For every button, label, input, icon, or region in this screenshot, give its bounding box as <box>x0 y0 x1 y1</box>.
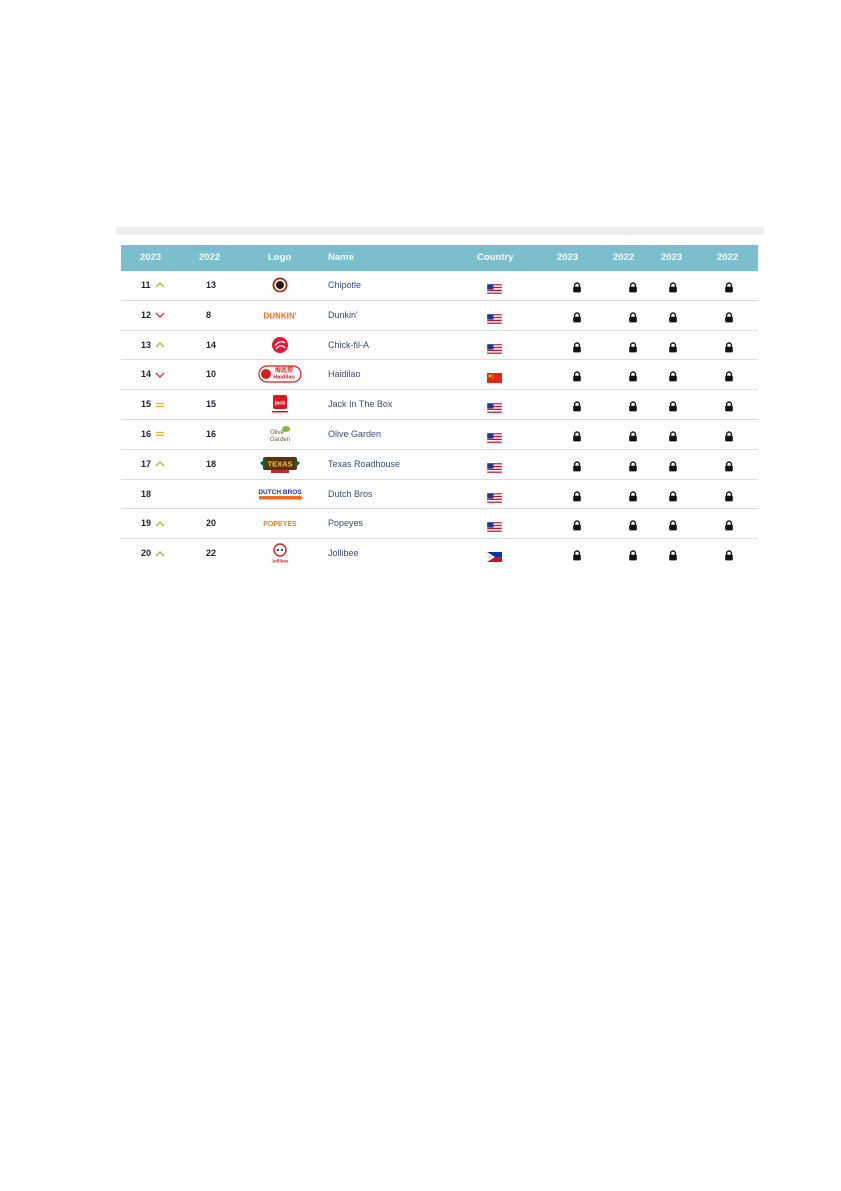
header-rank-2023[interactable]: 2023 <box>140 252 162 263</box>
lock-icon[interactable] <box>724 518 734 529</box>
rank-2022: 15 <box>206 399 217 410</box>
company-name[interactable]: Haidilao <box>328 369 361 380</box>
table-row[interactable] <box>121 420 758 450</box>
company-name[interactable]: Popeyes <box>328 518 364 529</box>
header-name[interactable]: Name <box>328 252 354 263</box>
header-rank-2022[interactable]: 2022 <box>199 252 221 263</box>
lock-icon[interactable] <box>668 518 678 529</box>
trend-up-icon <box>154 271 166 300</box>
flag-us-icon <box>487 430 502 440</box>
flag-ph-icon <box>487 549 502 559</box>
lock-icon[interactable] <box>668 548 678 559</box>
popeyes-logo <box>257 512 303 534</box>
flag-us-icon <box>487 281 502 291</box>
rank-2022: 18 <box>206 458 217 469</box>
lock-icon[interactable] <box>628 429 638 440</box>
dunkin-logo <box>257 304 303 326</box>
jack-in-the-box-logo <box>257 393 303 415</box>
lock-icon[interactable] <box>668 489 678 500</box>
company-name[interactable]: Dutch Bros <box>328 488 373 499</box>
svg-text:海底捞: 海底捞 <box>274 368 294 375</box>
rank-2023: 11 <box>141 280 151 290</box>
lock-icon[interactable] <box>668 429 678 440</box>
lock-icon[interactable] <box>628 280 638 291</box>
lock-icon[interactable] <box>572 280 582 291</box>
header-col-2022-b[interactable]: 2022 <box>717 252 739 263</box>
rank-2023: 15 <box>141 399 152 410</box>
olive-garden-logo <box>257 423 303 445</box>
lock-icon[interactable] <box>668 369 678 380</box>
table-row[interactable] <box>121 539 758 568</box>
table-row[interactable] <box>121 331 758 361</box>
svg-text:TEXAS: TEXAS <box>267 459 293 469</box>
company-name[interactable]: Texas Roadhouse <box>328 458 401 469</box>
svg-text:DUTCH BROS: DUTCH BROS <box>258 488 302 496</box>
svg-text:Garden: Garden <box>269 436 291 443</box>
rank-2023: 17 <box>141 458 152 469</box>
lock-icon[interactable] <box>572 459 582 470</box>
svg-text:POPEYES: POPEYES <box>263 521 297 529</box>
trend-down-icon <box>154 360 166 389</box>
lock-icon[interactable] <box>572 340 582 351</box>
company-name[interactable]: Jack In The Box <box>328 399 393 410</box>
lock-icon[interactable] <box>628 459 638 470</box>
svg-text:DUNKIN': DUNKIN' <box>263 311 297 321</box>
rank-2022: 16 <box>206 428 217 439</box>
lock-icon[interactable] <box>724 280 734 291</box>
table-row[interactable] <box>121 360 758 390</box>
company-name[interactable]: Olive Garden <box>328 428 382 439</box>
flag-us-icon <box>487 519 502 529</box>
texas-roadhouse-logo <box>257 453 303 475</box>
trend-up-icon <box>154 331 166 360</box>
company-name[interactable]: Chick-fil-A <box>328 339 370 350</box>
table-header <box>121 245 758 271</box>
rank-2022: 10 <box>206 369 217 380</box>
lock-icon[interactable] <box>724 489 734 500</box>
rank-2023: 13 <box>141 339 152 350</box>
lock-icon[interactable] <box>668 310 678 321</box>
flag-us-icon <box>487 490 502 500</box>
trend-up-icon <box>154 539 166 568</box>
lock-icon[interactable] <box>572 399 582 410</box>
header-country[interactable]: Country <box>477 252 514 263</box>
company-name[interactable]: Jollibee <box>328 548 359 559</box>
lock-icon[interactable] <box>668 340 678 351</box>
header-col-2023-a[interactable]: 2023 <box>557 252 579 263</box>
header-col-2022-a[interactable]: 2022 <box>613 252 635 263</box>
lock-icon[interactable] <box>668 459 678 470</box>
lock-icon[interactable] <box>724 310 734 321</box>
dutch-bros-logo <box>257 483 303 505</box>
rank-2023: 18 <box>141 488 152 499</box>
flag-us-icon <box>487 460 502 470</box>
table-row[interactable] <box>121 509 758 539</box>
ranking-table <box>121 245 758 568</box>
chick-fil-a-logo <box>257 334 303 356</box>
svg-text:Olive: Olive <box>270 429 284 436</box>
lock-icon[interactable] <box>628 399 638 410</box>
lock-icon[interactable] <box>572 548 582 559</box>
rank-2023: 12 <box>141 309 152 320</box>
lock-icon[interactable] <box>628 489 638 500</box>
table-row[interactable] <box>121 450 758 480</box>
lock-icon[interactable] <box>668 399 678 410</box>
trend-equal-icon <box>154 420 166 449</box>
jollibee-logo <box>257 542 303 564</box>
svg-text:jack: jack <box>274 400 286 407</box>
lock-icon[interactable] <box>628 518 638 529</box>
lock-icon[interactable] <box>572 369 582 380</box>
trend-equal-icon <box>154 390 166 419</box>
rank-2023: 19 <box>141 518 152 529</box>
table-row[interactable] <box>121 480 758 510</box>
trend-down-icon <box>154 301 166 330</box>
lock-icon[interactable] <box>628 369 638 380</box>
lock-icon[interactable] <box>628 548 638 559</box>
rank-2022: 22 <box>206 548 217 559</box>
lock-icon[interactable] <box>572 429 582 440</box>
rank-2023: 14 <box>141 369 152 380</box>
haidilao-logo <box>257 363 303 385</box>
lock-icon[interactable] <box>724 459 734 470</box>
lock-icon[interactable] <box>628 340 638 351</box>
flag-us-icon <box>487 311 502 321</box>
svg-text:Haidilao: Haidilao <box>273 374 295 381</box>
company-name[interactable]: Dunkin' <box>328 309 358 320</box>
rank-2022: 13 <box>206 280 217 290</box>
chipotle-logo <box>257 274 303 296</box>
rank-2023: 20 <box>141 548 152 559</box>
flag-us-icon <box>487 341 502 351</box>
rank-2023: 16 <box>141 428 152 439</box>
table-row[interactable] <box>121 271 758 301</box>
lock-icon[interactable] <box>572 310 582 321</box>
rank-2022: 20 <box>206 518 217 529</box>
lock-icon[interactable] <box>724 369 734 380</box>
svg-text:Jollibee: Jollibee <box>271 558 289 564</box>
flag-us-icon <box>487 400 502 410</box>
lock-icon[interactable] <box>668 280 678 291</box>
header-col-2023-b[interactable]: 2023 <box>661 252 683 263</box>
lock-icon[interactable] <box>724 548 734 559</box>
table-row[interactable] <box>121 301 758 331</box>
lock-icon[interactable] <box>572 489 582 500</box>
lock-icon[interactable] <box>724 399 734 410</box>
table-row[interactable] <box>121 390 758 420</box>
rank-2022: 8 <box>206 309 212 320</box>
table-body <box>121 271 758 568</box>
header-logo: Logo <box>268 252 292 263</box>
flag-cn-icon <box>487 370 502 380</box>
company-name[interactable]: Chipotle <box>328 280 362 290</box>
lock-icon[interactable] <box>724 340 734 351</box>
top-divider-bar <box>116 227 764 235</box>
lock-icon[interactable] <box>572 518 582 529</box>
trend-up-icon <box>154 450 166 479</box>
trend-up-icon <box>154 509 166 538</box>
rank-2022: 14 <box>206 339 217 350</box>
lock-icon[interactable] <box>628 310 638 321</box>
lock-icon[interactable] <box>724 429 734 440</box>
